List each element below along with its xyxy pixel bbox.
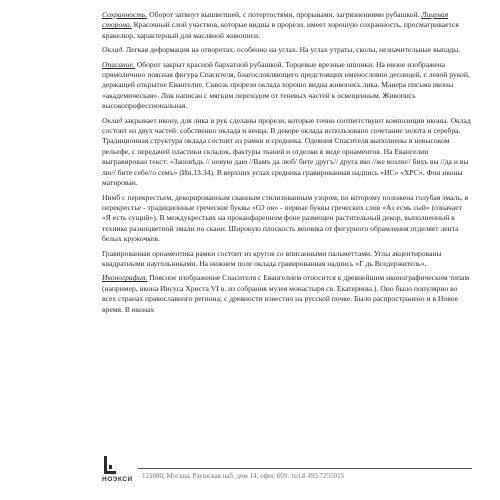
paragraph-text: Оборот затянут вышветшей, с потертостями, прорывами, загрязнениями рубашкой. bbox=[147, 10, 422, 19]
paragraph bbox=[102, 249, 472, 270]
section-heading: Оклад. bbox=[102, 45, 125, 55]
footer-divider bbox=[138, 468, 472, 469]
page-footer bbox=[102, 468, 472, 496]
logo-name: НОЭКСИ bbox=[102, 476, 133, 483]
section-heading: Описание. bbox=[102, 59, 135, 69]
paragraph bbox=[102, 116, 472, 189]
paragraph-text: Оборот закрыт красной бархатной рубашкой. Торцевые врезные шпонки. На иконе изображена прямоличнно поясная фигура Спасителя, благословляющего предстоящих именословно десницей, с левой рукой, держащей открытое Евангелие. Сквозь прорези оклада хорошо видна живопись лика. Манера письма иконы «академическая». Лик написан с мягким переходом от теневых частей к освещенным. Живопись высокопрофессиональная. bbox=[102, 59, 470, 111]
paragraph bbox=[102, 273, 472, 315]
company-logo bbox=[102, 456, 136, 494]
section-heading: Лицевая сторона. bbox=[102, 10, 449, 30]
paragraph bbox=[102, 45, 472, 55]
paragraph-text: Поясное изображение Спасителя с Евангелием относится к древнейшим иконографическим типам (например, икона Иисуса Христа VI в. из собрания музея монастыря св. Екатерины.). Оно было популярно во всех странах православного региона; с древности известно на русской почве. Было распространено и в Новое время. В иконах bbox=[102, 273, 470, 314]
section-heading: Иконография. bbox=[102, 273, 148, 283]
paragraph-text: Гравированная орнаментика рамки состоит из кругов со вписанными пальметтами. Углы акцентированы квадратными наугольниками. На нижнем поле оклада гравированная надпись «Г дь Вседержитель». bbox=[102, 248, 442, 268]
section-heading: Оклад bbox=[102, 115, 123, 125]
paragraph-text: закрывает икону, для лика и рук сделаны прорези, которые точно соответствуют композиции иконы. Оклад состоит из двух частей: собственно оклада и венца. В декоре оклада использовано сочетание золота и серебра. Традиционная структура оклада состоит из рамки и средника. Одеяния Спасителя выполнены в невысоком рельефе, с передачей пластики складок, фактуры тканей и отделки в виде орнаментов. На Евангелии выгравирован текст: «Заповѣдь // новую даю //Вамъ да люб/ бите другъ// друга яко //же возлю// бихъ вы //да и вы лю// бите себе//о семъ» (Ин.13:34). В верхних углах средника гравированная надпись «ИС» «ХРС». Фон иконы матирован. bbox=[102, 115, 471, 188]
paragraph bbox=[102, 60, 472, 112]
paragraph bbox=[102, 10, 472, 41]
document-body bbox=[102, 10, 472, 315]
paragraph-text: Нимб с перекрестьем, декорированным сканным стилизованным узором, по которому положена голубая эмаль, в перекрестье - традиционные греческие буквы «Ѡ он» - первые буквы греческих слов «Аз есмь сый» (означает «Я есть сущий»). В междукрестьях на проканфаренном фоне размещен растительный декор, выполненный в технике разноцветной эмали по скани. Широкую плоскость венчика от фигурного обрамления отделяет лента белых кружочков. bbox=[102, 192, 469, 244]
paragraph bbox=[102, 193, 472, 245]
paragraph-text: Легкая деформация на отворотах, особенно на углах. На углах утраты, сколы, незначительные выпады. bbox=[124, 45, 461, 55]
section-heading: Сохранность. bbox=[102, 10, 148, 19]
logo-mark-icon bbox=[104, 456, 116, 474]
paragraph-text: Красочный слой участков, которые видны в прорези, имеет хорошую сохранность, просматривается кракелюр, характерный для масляной живописи. bbox=[102, 20, 459, 40]
footer-address: 125080, Москва, Раушская наб. дом 14, офис 609. тел.8 495 7255915 bbox=[142, 472, 345, 480]
